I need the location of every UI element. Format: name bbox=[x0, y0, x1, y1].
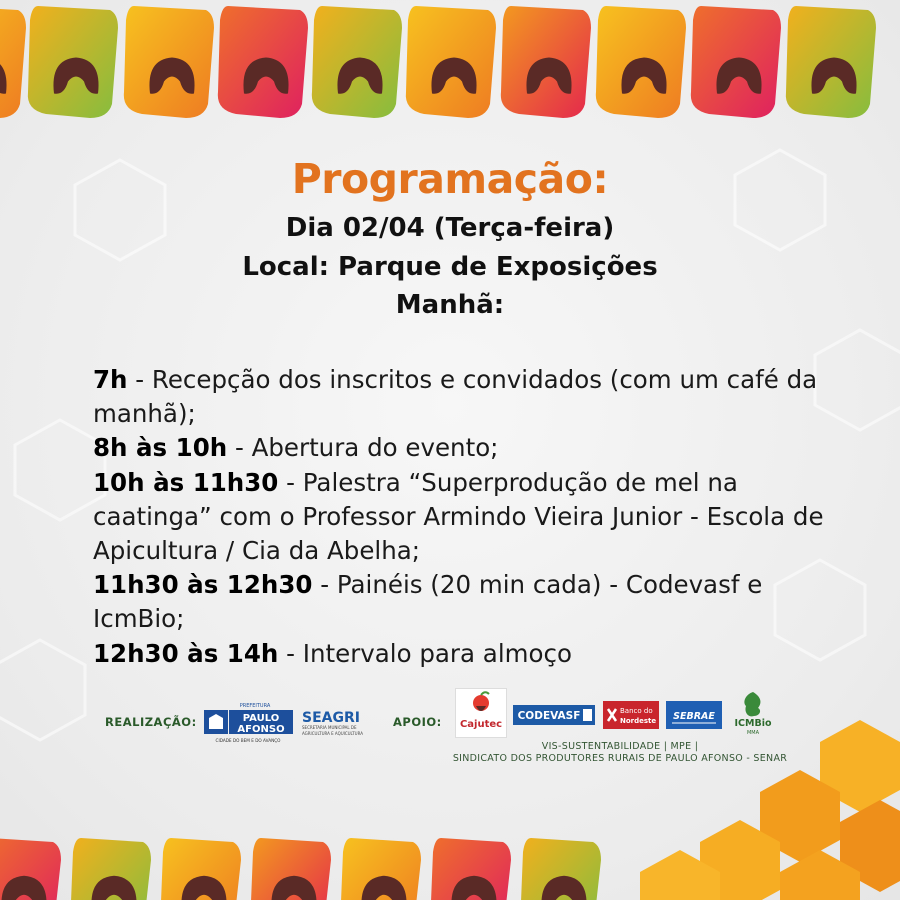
schedule-time: 7h bbox=[93, 365, 128, 394]
support-footer-line-2: SINDICATO DOS PRODUTORES RURAIS DE PAULO AFONSO - SENAR bbox=[452, 753, 788, 764]
cashew-icon bbox=[786, 6, 876, 118]
cashew-icon bbox=[312, 6, 402, 118]
icmbio-logo bbox=[730, 688, 776, 736]
banco-do-nordeste-logo bbox=[603, 701, 659, 729]
cashew-icon bbox=[691, 6, 781, 118]
cashew-icon bbox=[501, 6, 591, 118]
schedule-time: 11h30 às 12h30 bbox=[93, 570, 313, 600]
event-date: Dia 02/04 (Terça-feira) bbox=[285, 213, 615, 243]
cashew-icon bbox=[341, 838, 421, 900]
apoio-label: APOIO: bbox=[393, 715, 442, 729]
schedule-time: 8h às 10h bbox=[93, 433, 228, 463]
cashew-icon bbox=[521, 838, 601, 900]
cajutec-logo bbox=[455, 688, 507, 738]
cashew-icon bbox=[596, 6, 686, 118]
schedule-description: - Palestra “Superprodução de mel na caatinga” com o Professor Armindo Vieira Junior - Escola de Apicultura / Cia da Abelha; bbox=[93, 467, 824, 566]
prefeitura-paulo-afonso-logo bbox=[203, 700, 295, 746]
support-footer-line-1: VIS-SUSTENTABILIDADE | MPE | bbox=[541, 741, 699, 752]
banco-text-1: Banco do bbox=[620, 707, 653, 715]
cashew-icon bbox=[431, 838, 511, 900]
event-period: Manhã: bbox=[395, 290, 505, 320]
cashew-icon bbox=[71, 838, 151, 900]
cashew-band-top bbox=[0, 0, 900, 130]
paulo-text: PAULO bbox=[242, 713, 280, 724]
icmbio-text: ICMBio bbox=[734, 718, 772, 729]
banco-text-2: Nordeste bbox=[620, 717, 657, 725]
mma-text: MMA bbox=[746, 730, 760, 736]
schedule-time: 12h30 às 14h bbox=[93, 638, 279, 668]
cajutec-text: Cajutec bbox=[459, 719, 503, 730]
schedule-description: - Abertura do evento; bbox=[227, 433, 499, 463]
codevasf-logo bbox=[513, 705, 595, 725]
cashew-icon bbox=[28, 6, 118, 118]
realizacao-label: REALIZAÇÃO: bbox=[105, 715, 197, 729]
seagri-logo bbox=[300, 708, 364, 738]
afonso-text: AFONSO bbox=[237, 724, 285, 735]
schedule-item bbox=[93, 568, 833, 636]
program-title: Programação: bbox=[291, 155, 609, 203]
cashew-icon bbox=[124, 6, 214, 118]
schedule-list bbox=[93, 363, 833, 671]
schedule-description: - Recepção dos inscritos e convidados (com um café da manhã); bbox=[93, 365, 818, 429]
seagri-text: SEAGRI bbox=[302, 710, 360, 726]
seagri-subtitle-2: AGRICULTURA E AQUICULTURA bbox=[302, 731, 363, 736]
cashew-icon bbox=[161, 838, 241, 900]
cashew-icon bbox=[218, 6, 308, 118]
sebrae-logo bbox=[666, 701, 722, 729]
prefeitura-tagline: CIDADE DO BEM E DO AVANÇO bbox=[215, 738, 281, 743]
event-location: Local: Parque de Exposições bbox=[242, 252, 658, 282]
cashew-icon bbox=[251, 838, 331, 900]
schedule-description: - Painéis (20 min cada) - Codevasf e IcmBio; bbox=[93, 570, 763, 634]
codevasf-text: CODEVASF bbox=[517, 710, 581, 722]
cashew-band-bottom bbox=[0, 820, 900, 900]
cashew-icon bbox=[406, 6, 496, 118]
schedule-item bbox=[93, 363, 833, 431]
schedule-item bbox=[93, 431, 833, 465]
seagri-subtitle-1: SECRETARIA MUNICIPAL DE bbox=[302, 725, 357, 730]
cashew-icon bbox=[0, 838, 61, 900]
cashew-icon bbox=[0, 6, 26, 118]
schedule-description: - Intervalo para almoço bbox=[278, 638, 572, 668]
schedule-time: 10h às 11h30 bbox=[93, 467, 279, 497]
prefeitura-top-text: PREFEITURA bbox=[239, 703, 271, 709]
sebrae-text: SEBRAE bbox=[673, 711, 715, 722]
schedule-item bbox=[93, 466, 833, 569]
schedule-item bbox=[93, 637, 833, 671]
